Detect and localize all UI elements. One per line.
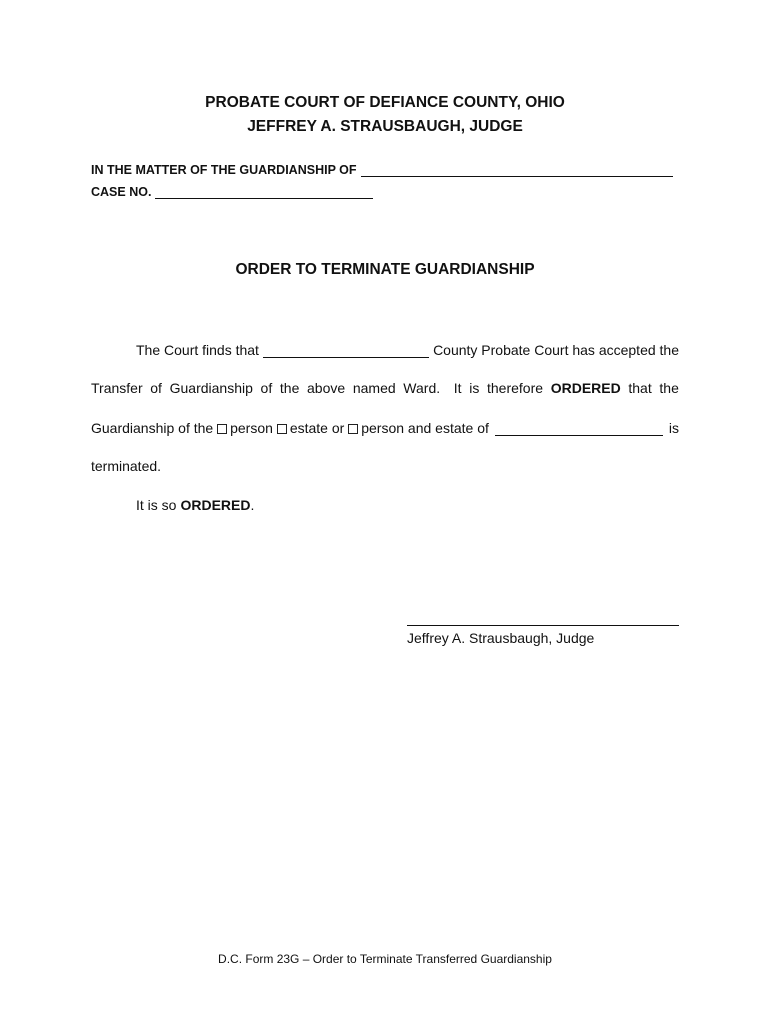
body-line-3 — [91, 420, 679, 436]
word: It — [453, 380, 462, 396]
county-field[interactable] — [263, 344, 429, 358]
word: therefore — [487, 380, 544, 396]
judge-name-heading: JEFFREY A. STRAUSBAUGH, JUDGE — [247, 118, 523, 135]
body-line-1 — [91, 342, 679, 358]
body-line-5 — [91, 497, 679, 513]
person-option-label: person — [230, 420, 273, 436]
ward-name-field[interactable] — [361, 162, 673, 177]
so-ordered-period: . — [250, 497, 255, 513]
case-number-caption — [91, 184, 373, 199]
form-footer: D.C. Form 23G – Order to Terminate Transferred Guardianship — [218, 952, 552, 966]
word: Ward. — [403, 380, 441, 396]
ordered-emphasis: ORDERED — [550, 380, 621, 396]
finds-text: The Court finds that — [136, 342, 259, 358]
word: Guardianship — [169, 380, 253, 396]
word: of — [260, 380, 273, 396]
word: the — [279, 380, 300, 396]
body-line-4 — [91, 458, 679, 474]
signature-line[interactable] — [407, 625, 679, 626]
guardianship-of-text: Guardianship of the — [91, 420, 214, 436]
person-and-estate-checkbox[interactable] — [348, 424, 358, 434]
case-number-field[interactable] — [155, 184, 373, 199]
is-text: is — [668, 420, 679, 436]
signature-name: Jeffrey A. Strausbaugh, Judge — [407, 630, 595, 646]
court-name-heading: PROBATE COURT OF DEFIANCE COUNTY, OHIO — [205, 94, 565, 111]
word: above — [307, 380, 346, 396]
estate-checkbox[interactable] — [277, 424, 287, 434]
word: the — [659, 380, 679, 396]
ward-name-field-2[interactable] — [495, 422, 663, 436]
case-number-label: CASE NO. — [91, 185, 152, 199]
person-checkbox[interactable] — [217, 424, 227, 434]
so-ordered-emphasis: ORDERED — [180, 497, 251, 513]
word: that — [628, 380, 652, 396]
order-title: ORDER TO TERMINATE GUARDIANSHIP — [235, 261, 535, 278]
body-line-2 — [91, 380, 679, 396]
terminated-text: terminated. — [91, 458, 162, 474]
word: named — [352, 380, 396, 396]
word: of — [150, 380, 162, 396]
word: Transfer — [91, 380, 143, 396]
matter-caption — [91, 162, 673, 177]
person-and-estate-option-label: person and estate of — [361, 420, 489, 436]
so-ordered-text: It is so — [136, 497, 177, 513]
matter-label: IN THE MATTER OF THE GUARDIANSHIP OF — [91, 163, 357, 177]
accepted-text: County Probate Court has accepted the — [433, 342, 679, 358]
estate-option-label: estate or — [289, 420, 345, 436]
word: is — [469, 380, 480, 396]
